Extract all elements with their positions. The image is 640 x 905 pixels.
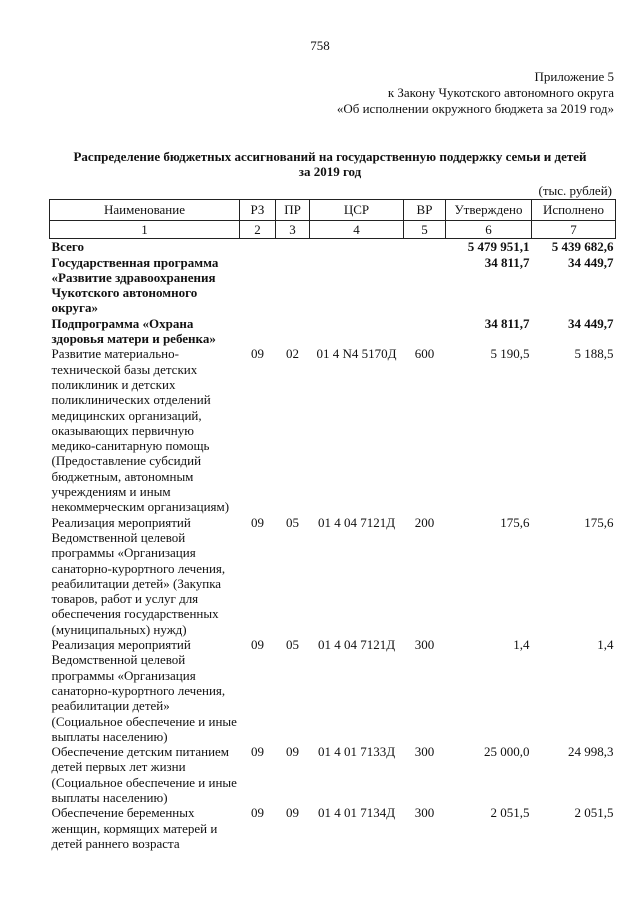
row-executed: 5 439 682,6 bbox=[551, 239, 614, 255]
row-approved: 34 811,7 bbox=[484, 254, 530, 270]
row-name: Всего bbox=[51, 239, 84, 255]
row-pr bbox=[276, 255, 310, 316]
row-rz: 09 bbox=[251, 744, 264, 760]
row-executed: 34 449,7 bbox=[568, 254, 614, 270]
row-executed: 5 188,5 bbox=[574, 346, 614, 362]
budget-table bbox=[49, 199, 616, 851]
row-rz bbox=[240, 316, 276, 347]
row-approved: 5 190,5 bbox=[490, 346, 530, 362]
table-row bbox=[50, 637, 616, 744]
header-rz: РЗ bbox=[240, 200, 276, 221]
table-header-row bbox=[50, 200, 616, 221]
row-vr: 300 bbox=[414, 805, 435, 821]
row-pr bbox=[276, 239, 310, 255]
row-pr: 09 bbox=[286, 744, 299, 760]
appendix-reference bbox=[337, 69, 614, 117]
table-row-subprogram bbox=[50, 316, 616, 347]
header-approved: Утверждено bbox=[446, 200, 532, 221]
table-row bbox=[50, 805, 616, 851]
row-vr: 300 bbox=[414, 744, 435, 760]
header-pr: ПР bbox=[276, 200, 310, 221]
units-label: (тыс. рублей) bbox=[538, 183, 612, 198]
column-number: 6 bbox=[446, 221, 532, 239]
row-vr: 200 bbox=[414, 514, 435, 530]
row-name: Реализация мероприятий Ведомственной целевой программы «Организация санаторно-курортного лечения, реабилитации детей» (Социальное обеспечение и иные выплаты населению) bbox=[51, 637, 237, 744]
column-number: 7 bbox=[532, 221, 616, 239]
document-title-line-2: за 2019 год bbox=[298, 164, 362, 179]
header-executed: Исполнено bbox=[532, 200, 616, 221]
document-title-line-1: Распределение бюджетных ассигнований на государственную поддержку семьи и детей bbox=[73, 149, 587, 164]
row-rz: 09 bbox=[251, 346, 264, 362]
row-name: Реализация мероприятий Ведомственной целевой программы «Организация санаторно-курортного лечения, реабилитации детей» (Закупка товаров, работ и услуг для обеспечения государственных (муниципальных) нужд) bbox=[51, 514, 226, 637]
row-csr: 01 4 01 7134Д bbox=[317, 805, 396, 821]
row-executed: 34 449,7 bbox=[568, 315, 614, 331]
row-vr: 600 bbox=[414, 346, 435, 362]
row-csr bbox=[310, 255, 404, 316]
row-name: Обеспечение беременных женщин, кормящих матерей и детей раннего возраста bbox=[51, 805, 218, 851]
row-csr: 01 4 N4 5170Д bbox=[316, 346, 397, 362]
column-number: 3 bbox=[276, 221, 310, 239]
row-pr bbox=[276, 316, 310, 347]
row-executed: 24 998,3 bbox=[568, 744, 614, 760]
document-title bbox=[40, 149, 620, 179]
row-vr: 300 bbox=[414, 637, 435, 653]
appendix-line-2: к Закону Чукотского автономного округа bbox=[387, 85, 614, 100]
table-row bbox=[50, 515, 616, 637]
row-vr bbox=[404, 239, 446, 255]
row-rz: 09 bbox=[251, 805, 264, 821]
row-pr: 05 bbox=[286, 514, 299, 530]
column-number: 2 bbox=[240, 221, 276, 239]
row-approved: 175,6 bbox=[500, 514, 530, 530]
row-csr: 01 4 01 7133Д bbox=[317, 744, 396, 760]
row-executed: 175,6 bbox=[584, 514, 614, 530]
row-approved: 1,4 bbox=[513, 637, 530, 653]
row-approved: 34 811,7 bbox=[484, 315, 530, 331]
row-name: Государственная программа «Развитие здравоохранения Чукотского автономного округа» bbox=[51, 254, 219, 316]
row-csr bbox=[310, 239, 404, 255]
appendix-line-3: «Об исполнении окружного бюджета за 2019 год» bbox=[336, 101, 614, 116]
row-name: Развитие материально-технической базы детских поликлиник и детских поликлинических отделений медицинских организаций, оказывающих первичную медико-санитарную помощь (Предоставление субсидий бюджетным, автономным учреждениям и иным некоммерческим организациям) bbox=[51, 346, 230, 515]
header-vr: ВР bbox=[404, 200, 446, 221]
row-executed: 2 051,5 bbox=[574, 805, 614, 821]
row-csr: 01 4 04 7121Д bbox=[317, 637, 396, 653]
row-rz: 09 bbox=[251, 637, 264, 653]
row-vr bbox=[404, 316, 446, 347]
row-executed: 1,4 bbox=[597, 637, 614, 653]
row-approved: 25 000,0 bbox=[484, 744, 530, 760]
page-number: 758 bbox=[310, 38, 330, 53]
table-row-program bbox=[50, 255, 616, 316]
row-pr: 05 bbox=[286, 637, 299, 653]
row-csr bbox=[310, 316, 404, 347]
appendix-line-1: Приложение 5 bbox=[534, 69, 614, 84]
header-name: Наименование bbox=[50, 200, 240, 221]
row-rz: 09 bbox=[251, 514, 264, 530]
column-number: 5 bbox=[404, 221, 446, 239]
table-row-total bbox=[50, 239, 616, 255]
row-name: Подпрограмма «Охрана здоровья матери и ребенка» bbox=[51, 315, 216, 347]
table-row bbox=[50, 346, 616, 514]
row-rz bbox=[240, 255, 276, 316]
column-number: 4 bbox=[310, 221, 404, 239]
row-pr: 09 bbox=[286, 805, 299, 821]
row-pr: 02 bbox=[286, 346, 299, 362]
row-approved: 5 479 951,1 bbox=[467, 239, 530, 255]
row-vr bbox=[404, 255, 446, 316]
row-approved: 2 051,5 bbox=[490, 805, 530, 821]
row-rz bbox=[240, 239, 276, 255]
table-row bbox=[50, 744, 616, 805]
row-name: Обеспечение детским питанием детей первых лет жизни (Социальное обеспечение и иные выплаты населению) bbox=[51, 744, 237, 805]
column-numbers-row bbox=[50, 221, 616, 239]
row-csr: 01 4 04 7121Д bbox=[317, 514, 396, 530]
column-number: 1 bbox=[50, 221, 240, 239]
header-csr: ЦСР bbox=[310, 200, 404, 221]
